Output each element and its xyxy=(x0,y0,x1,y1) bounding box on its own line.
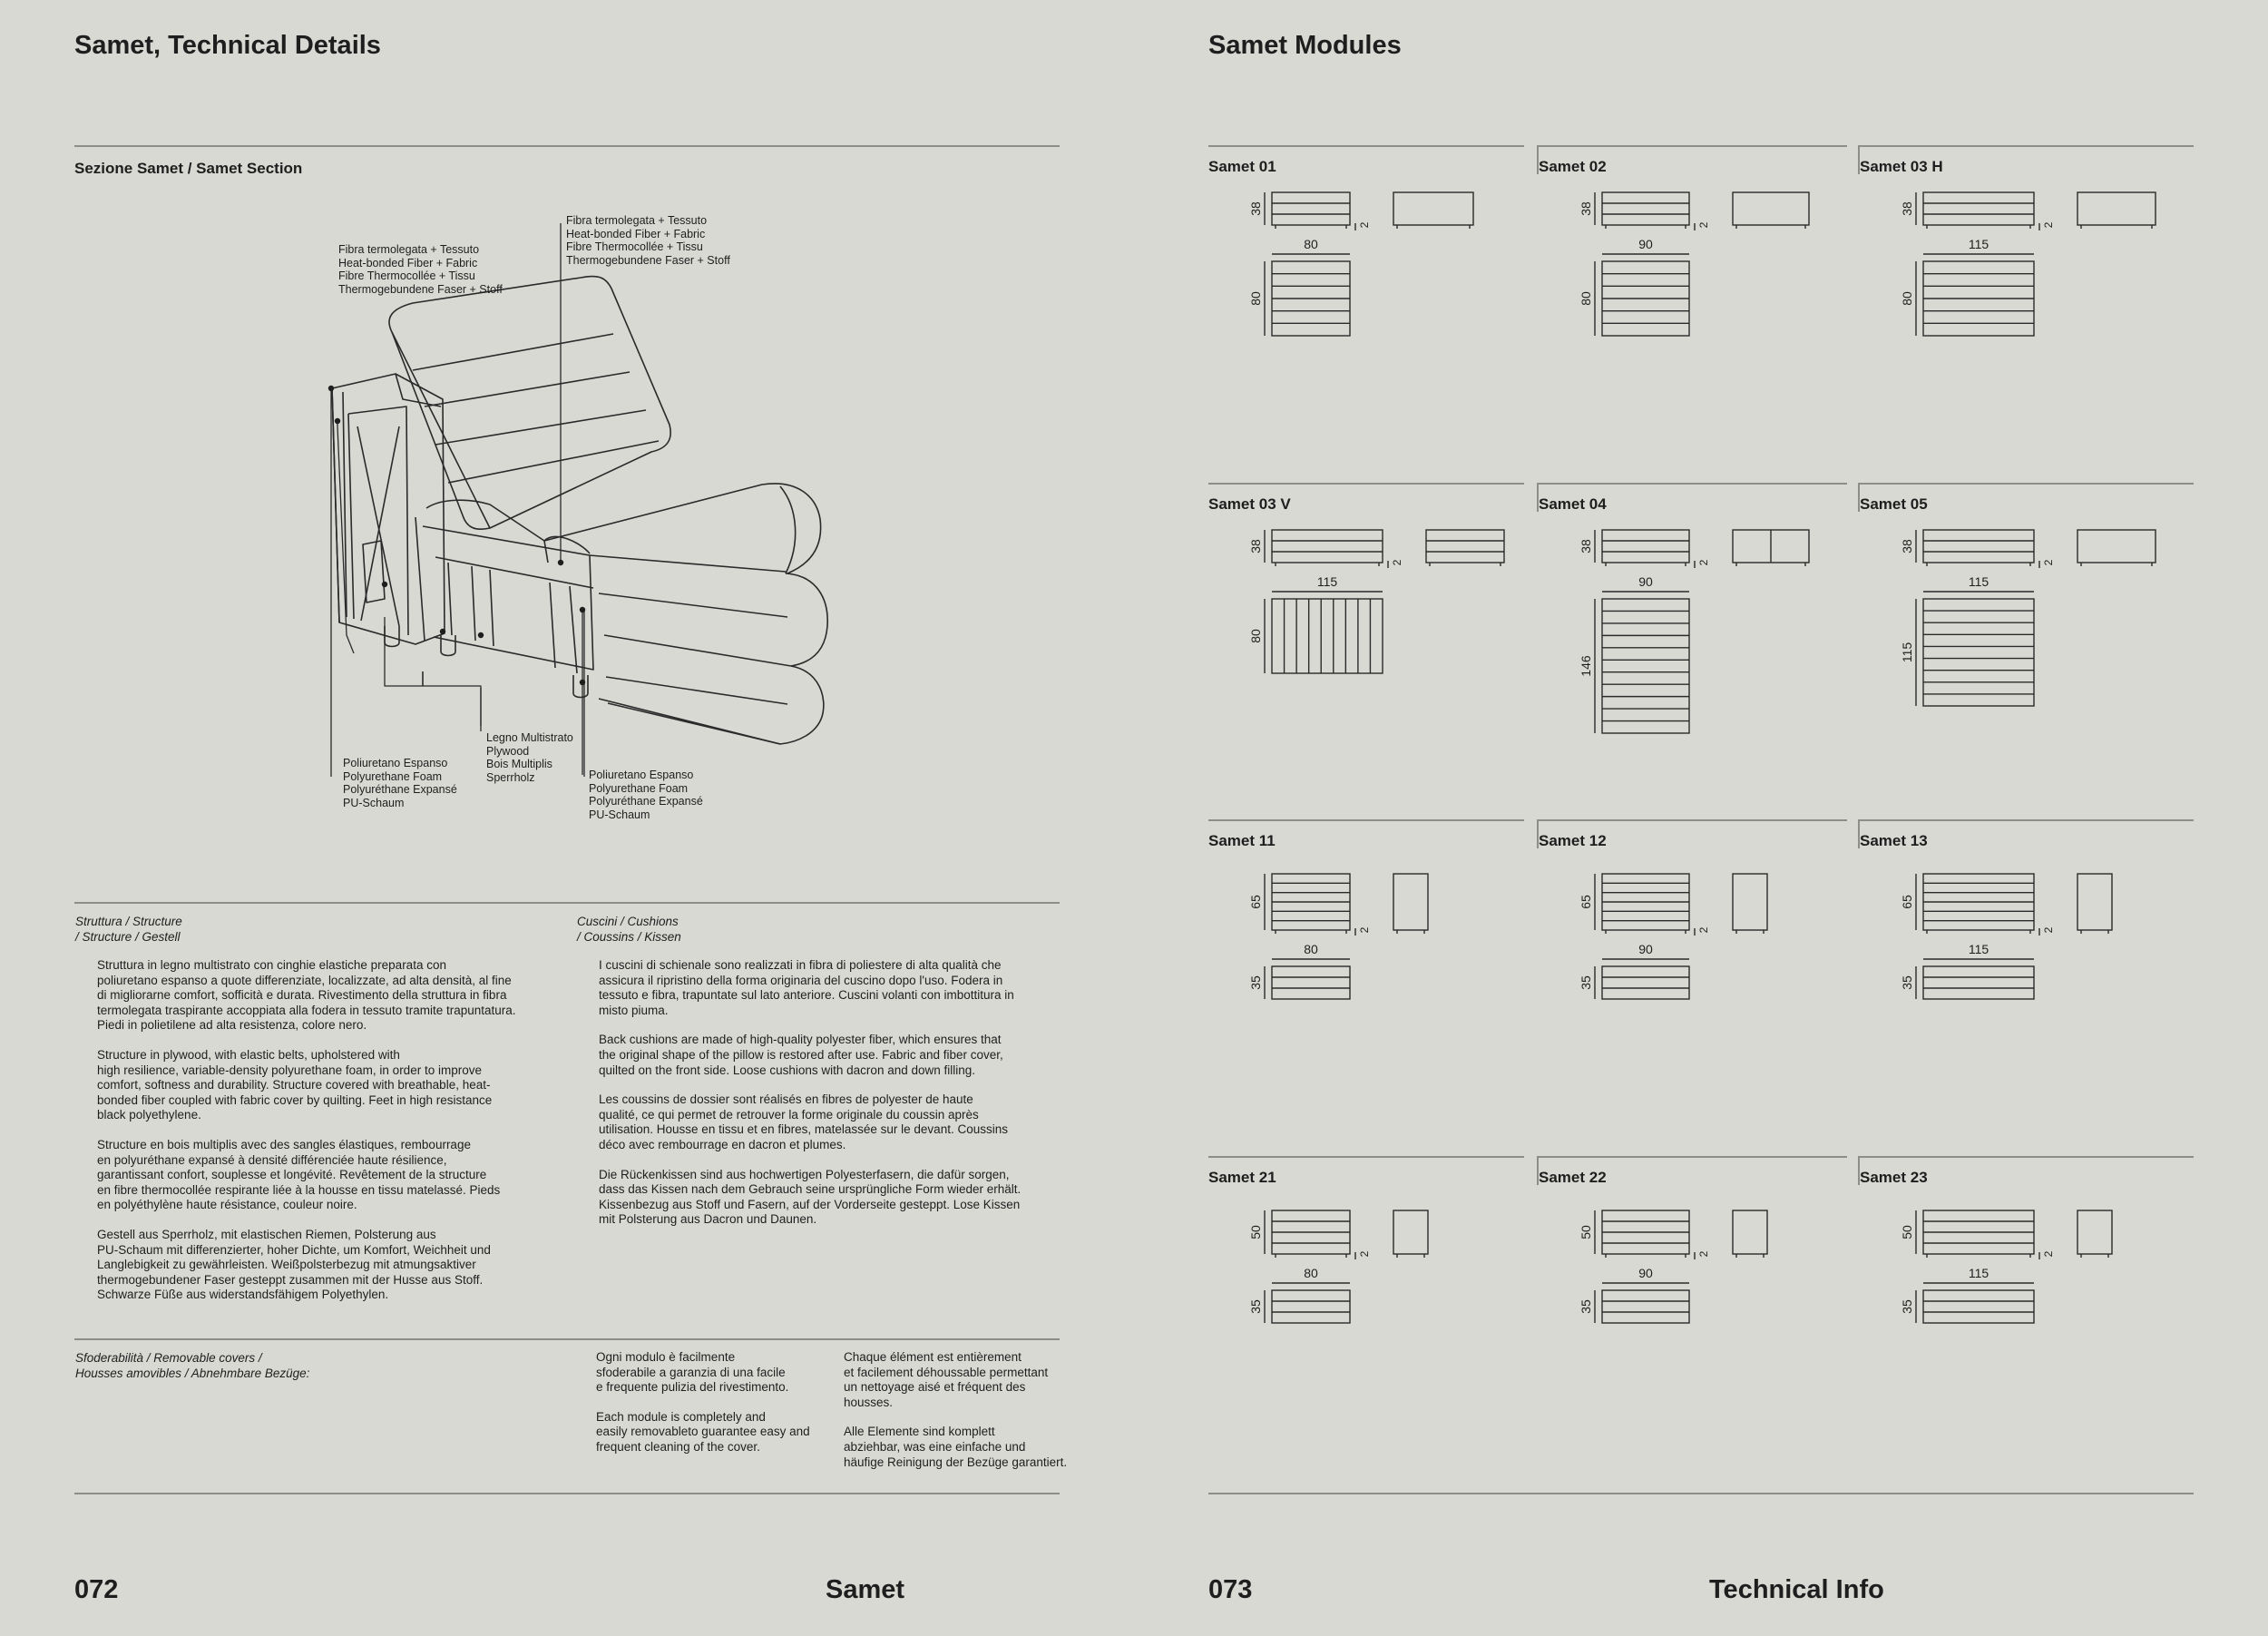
side-elevation xyxy=(1426,530,1504,563)
module-drawing xyxy=(1539,519,1847,791)
module-name: Samet 04 xyxy=(1539,495,1607,513)
depth-value: 80 xyxy=(1579,291,1593,306)
module-drawing xyxy=(1208,856,1517,1128)
plan-view xyxy=(1272,1290,1350,1323)
front-elevation xyxy=(1602,192,1689,225)
front-elevation xyxy=(1272,192,1350,225)
height-value: 38 xyxy=(1900,539,1914,553)
structure-text xyxy=(75,958,556,1318)
front-elevation xyxy=(1923,530,2034,563)
cushions-text xyxy=(577,958,1067,1242)
module-name: Samet 12 xyxy=(1539,832,1607,849)
module-name: Samet 21 xyxy=(1208,1169,1276,1186)
module-name: Samet 03 V xyxy=(1208,495,1291,513)
divider xyxy=(74,145,1060,147)
divider xyxy=(74,902,1060,904)
height-value: 38 xyxy=(1248,201,1263,216)
front-elevation xyxy=(1602,530,1689,563)
paragraph: Chaque élément est entièrement et facilement déhoussable permettant un nettoyage aisé et fréquent des housses. xyxy=(844,1350,1049,1409)
module-name: Samet 11 xyxy=(1208,832,1276,849)
depth-value: 35 xyxy=(1900,1299,1914,1314)
height-value: 50 xyxy=(1248,1225,1263,1239)
side-elevation xyxy=(2077,530,2156,563)
side-elevation xyxy=(1733,192,1809,225)
module-name: Samet 01 xyxy=(1208,158,1276,175)
module-drawing xyxy=(1539,181,1847,454)
feet-value: 2 xyxy=(1391,559,1403,566)
module-name: Samet 02 xyxy=(1539,158,1607,175)
module-drawing xyxy=(1208,1192,1517,1465)
module-divider xyxy=(1208,483,1524,485)
module-divider xyxy=(1208,1156,1524,1158)
depth-value: 35 xyxy=(1579,1299,1593,1314)
paragraph: Die Rückenkissen sind aus hochwertigen Polyesterfasern, die dafür sorgen, dass das Kissen nach dem Gebrauch seine ursprüngliche Form wieder erhält. Kissenbezug aus Stoff und Fasern, auf der Vorderseite gesteppt. Lose Kissen mit Polsterung aus Dacron und Daunen. xyxy=(599,1167,1022,1227)
side-elevation xyxy=(2077,192,2156,225)
callout-fiber-left: Fibra termolegata + Tessuto Heat-bonded Fiber + Fabric Fibre Thermocollée + Tissu Thermogebundene Faser + Stoff xyxy=(338,243,503,296)
module-divider xyxy=(1860,145,2194,147)
feet-value: 2 xyxy=(2042,1250,2055,1258)
depth-value: 80 xyxy=(1900,291,1914,306)
module-divider xyxy=(1860,1156,2194,1158)
divider xyxy=(74,1338,1060,1340)
footer-title: Samet xyxy=(826,1575,905,1604)
feet-value: 2 xyxy=(1358,926,1371,934)
removable-heading: Sfoderabilità / Removable covers / Housses amovibles / Abnehmbare Bezüge: xyxy=(75,1351,310,1380)
plan-view xyxy=(1923,966,2034,999)
module-divider xyxy=(1208,145,1524,147)
height-value: 38 xyxy=(1900,201,1914,216)
module-name: Samet 23 xyxy=(1860,1169,1928,1186)
height-value: 38 xyxy=(1579,539,1593,553)
module-drawing xyxy=(1208,519,1517,791)
module-divider xyxy=(1539,483,1847,485)
plan-view xyxy=(1923,1290,2034,1323)
side-elevation xyxy=(1733,874,1767,930)
paragraph: Back cushions are made of high-quality polyester fiber, which ensures that the original shape of the pillow is restored after use. Fabric and fiber cover, quilted on the front side. Loose cushions with dacron and down filling. xyxy=(599,1033,1003,1077)
width-value: 115 xyxy=(1968,1266,1989,1280)
paragraph: I cuscini di schienale sono realizzati in fibra di poliestere di alta qualità che assicura il ripristino della forma originaria del cuscino dopo l'uso. Fodera in tessuto e fibra, trapuntate sul lato anteriore. Cuscini volanti con imbottitura in misto piuma. xyxy=(599,958,1014,1017)
side-elevation xyxy=(1393,192,1473,225)
module-divider xyxy=(1539,819,1847,821)
page-number: 072 xyxy=(74,1575,119,1604)
feet-value: 2 xyxy=(1358,1250,1371,1258)
module-drawing xyxy=(1539,1192,1847,1465)
cushions-heading: Cuscini / Cushions / Coussins / Kissen xyxy=(577,915,681,944)
width-value: 115 xyxy=(1968,237,1989,251)
callout-plywood: Legno Multistrato Plywood Bois Multiplis Sperrholz xyxy=(486,731,573,784)
structure-heading: Struttura / Structure / Structure / Gestell xyxy=(75,915,182,944)
page-title: Samet Modules xyxy=(1208,31,1402,60)
module-divider xyxy=(1860,483,2194,485)
callout-foam-right: Poliuretano Espanso Polyurethane Foam Polyuréthane Expansé PU-Schaum xyxy=(589,769,703,821)
feet-value: 2 xyxy=(2042,926,2055,934)
front-elevation xyxy=(1272,530,1383,563)
module-drawing xyxy=(1539,856,1847,1128)
paragraph: Gestell aus Sperrholz, mit elastischen Riemen, Polsterung aus PU-Schaum mit differenzierter, hoher Dichte, um Komfort, Weichheit und Langlebigkeit zu gewährleisten. Weißpolsterbezug mit atmungsaktiver thermogebundener Faser gesteppt zusammen mit der Husse aus Stoff. Schwarze Füße aus widerstandsfähigem Polyethylen. xyxy=(97,1227,491,1302)
width-value: 90 xyxy=(1638,942,1653,956)
feet-value: 2 xyxy=(1358,221,1371,229)
paragraph: Alle Elemente sind komplett abziehbar, was eine einfache und häufige Reinigung der Bezüge garantiert. xyxy=(844,1425,1068,1469)
module-name: Samet 13 xyxy=(1860,832,1928,849)
callout-fiber-right: Fibra termolegata + Tessuto Heat-bonded Fiber + Fabric Fibre Thermocollée + Tissu Thermogebundene Faser + Stoff xyxy=(566,214,730,267)
depth-value: 35 xyxy=(1900,975,1914,990)
divider xyxy=(1208,1493,2194,1494)
module-name: Samet 03 H xyxy=(1860,158,1943,175)
paragraph: Struttura in legno multistrato con cinghie elastiche preparata con poliuretano espanso a quote differenziate, localizzate, ad alta densità, al fine di migliorarne comfort, sofficità e durata. Rivestimento della struttura in fibra termolegata traspirante accoppiata alla fodera in tessuto tramite trapuntatura. Piedi in polietilene ad alta resistenza, colore nero. xyxy=(97,958,516,1033)
height-value: 65 xyxy=(1248,895,1263,909)
feet-value: 2 xyxy=(2042,559,2055,566)
height-value: 38 xyxy=(1248,539,1263,553)
removable-col2 xyxy=(822,1350,1067,1484)
plan-view xyxy=(1602,1290,1689,1323)
width-value: 115 xyxy=(1316,574,1338,589)
module-name: Samet 05 xyxy=(1860,495,1928,513)
depth-value: 115 xyxy=(1900,642,1914,663)
callout-foam-left: Poliuretano Espanso Polyurethane Foam Polyuréthane Expansé PU-Schaum xyxy=(343,757,457,809)
height-value: 50 xyxy=(1579,1225,1593,1239)
side-elevation xyxy=(2077,1210,2112,1254)
paragraph: Les coussins de dossier sont réalisés en fibres de polyester de haute qualité, ce qui permet de retrouver la forme originale du coussin après utilisation. Housse en tissu et en fibres, matelassée sur le devant. Coussins déco avec rembourrage en dacron et plumes. xyxy=(599,1092,1008,1151)
section-title: Sezione Samet / Samet Section xyxy=(74,160,303,177)
depth-value: 80 xyxy=(1248,629,1263,643)
paragraph: Ogni modulo è facilmente sfoderabile a garanzia di una facile e frequente pulizia del rivestimento. xyxy=(596,1350,789,1395)
module-drawing xyxy=(1860,856,2168,1128)
module-drawing xyxy=(1860,1192,2168,1465)
page-number: 073 xyxy=(1208,1575,1253,1604)
width-value: 80 xyxy=(1304,942,1318,956)
side-elevation xyxy=(1733,1210,1767,1254)
removable-col1 xyxy=(574,1350,810,1470)
module-divider xyxy=(1860,819,2194,821)
paragraph: Structure en bois multiplis avec des sangles élastiques, rembourrage en polyuréthane expansé à densité différenciée haute résilience, garantissant confort, souplesse et longévité. Revêtement de la structure en fibre thermocollée respirante liée à la housse en tissu matelassé. Pieds en polyéthylène haute résistance, couleur noire. xyxy=(97,1137,501,1212)
width-value: 90 xyxy=(1638,237,1653,251)
width-value: 90 xyxy=(1638,1266,1653,1280)
width-value: 80 xyxy=(1304,237,1318,251)
paragraph: Structure in plywood, with elastic belts, upholstered with high resilience, variable-density polyurethane foam, in order to improve comfort, softness and durability. Structure covered with breathable, heat- bonded fiber coupled with fabric cover by quilting. Feet in high resistance black polyethylene. xyxy=(97,1047,493,1122)
feet-value: 2 xyxy=(1697,926,1710,934)
height-value: 38 xyxy=(1579,201,1593,216)
front-elevation xyxy=(1923,192,2034,225)
module-divider xyxy=(1208,819,1524,821)
module-name: Samet 22 xyxy=(1539,1169,1607,1186)
depth-value: 146 xyxy=(1579,655,1593,677)
module-divider xyxy=(1539,1156,1847,1158)
depth-value: 35 xyxy=(1248,1299,1263,1314)
height-value: 65 xyxy=(1900,895,1914,909)
depth-value: 35 xyxy=(1579,975,1593,990)
side-elevation xyxy=(2077,874,2112,930)
width-value: 115 xyxy=(1968,574,1989,589)
feet-value: 2 xyxy=(1697,221,1710,229)
width-value: 90 xyxy=(1638,574,1653,589)
plan-view xyxy=(1602,599,1689,733)
feet-value: 2 xyxy=(2042,221,2055,229)
side-elevation xyxy=(1393,1210,1428,1254)
height-value: 65 xyxy=(1579,895,1593,909)
width-value: 115 xyxy=(1968,942,1989,956)
module-drawing xyxy=(1208,181,1517,454)
plan-view xyxy=(1272,599,1383,673)
module-drawing xyxy=(1860,519,2168,791)
footer-title: Technical Info xyxy=(1709,1575,1884,1604)
feet-value: 2 xyxy=(1697,1250,1710,1258)
side-elevation xyxy=(1393,874,1428,930)
depth-value: 80 xyxy=(1248,291,1263,306)
paragraph: Each module is completely and easily removableto guarantee easy and frequent cleaning of the cover. xyxy=(596,1409,810,1454)
page-title: Samet, Technical Details xyxy=(74,31,381,60)
module-divider xyxy=(1539,145,1847,147)
feet-value: 2 xyxy=(1697,559,1710,566)
width-value: 80 xyxy=(1304,1266,1318,1280)
height-value: 50 xyxy=(1900,1225,1914,1239)
plan-view xyxy=(1272,966,1350,999)
depth-value: 35 xyxy=(1248,975,1263,990)
divider xyxy=(74,1493,1060,1494)
plan-view xyxy=(1923,599,2034,706)
plan-view xyxy=(1602,966,1689,999)
module-drawing xyxy=(1860,181,2168,454)
